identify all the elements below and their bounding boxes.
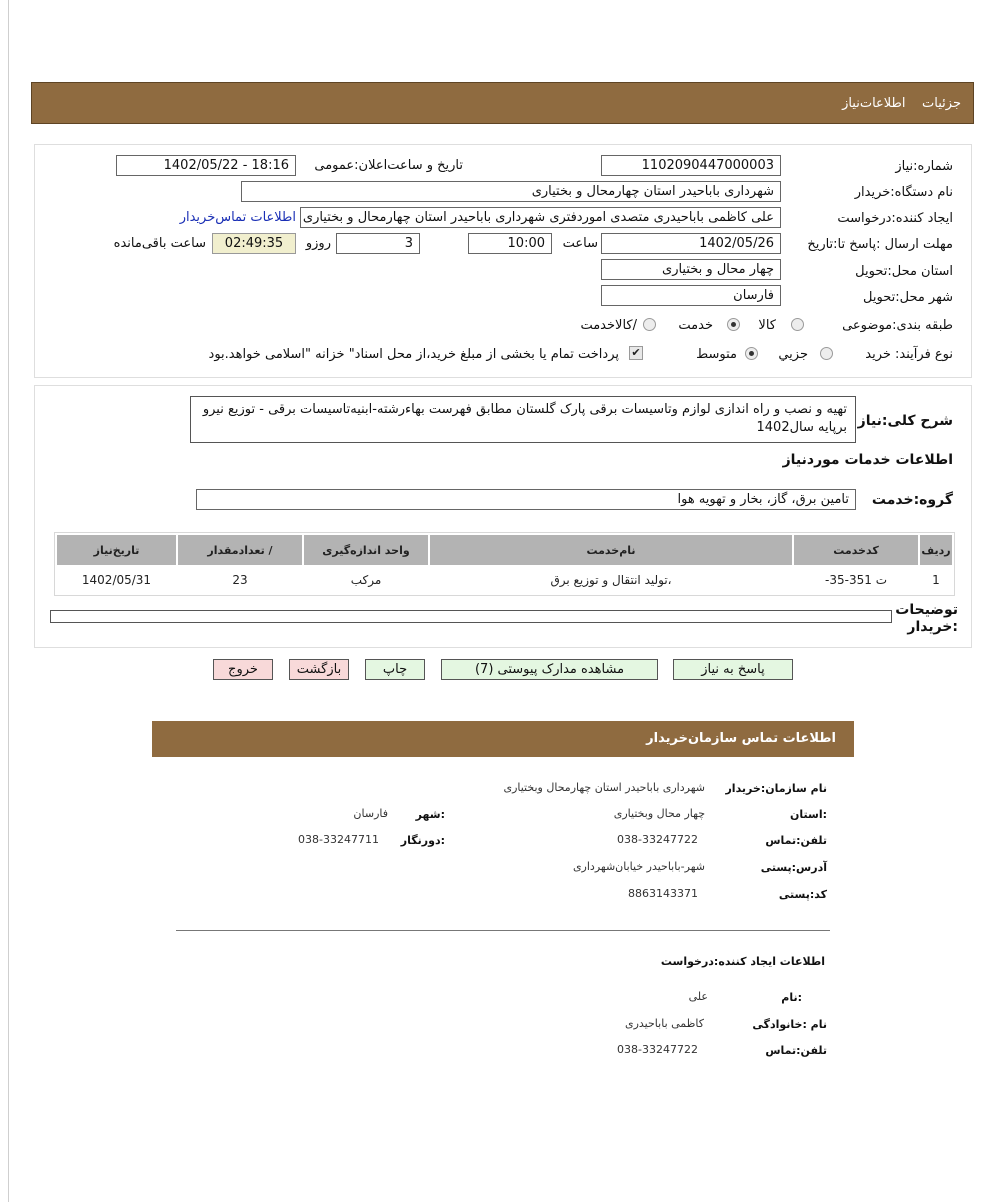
address-value: شهر-باباحیدر خیابان‌شهرداری — [572, 860, 705, 873]
deadline-label: مهلت ارسال :پاسخ تا:تاریخ — [807, 237, 953, 252]
tab-need-info[interactable]: اطلاعات‌نیاز — [842, 96, 906, 111]
org-label: نام سازمان:خریدار — [725, 782, 827, 795]
col-date: تاریخ‌نیاز — [57, 535, 176, 565]
process-radio-medium[interactable] — [745, 347, 758, 360]
city-label: شهر محل:تحویل — [863, 290, 953, 305]
creator-phone-label: تلفن:تماس — [765, 1044, 827, 1057]
table-row — [57, 567, 952, 593]
section-divider — [176, 930, 830, 931]
category-goods-service-label: /کالاخدمت — [580, 318, 637, 333]
creator-phone-value: 038-33247722 — [617, 1043, 698, 1056]
col-name: نام‌خدمت — [430, 535, 792, 565]
creator-name-value: علی — [688, 990, 708, 1003]
creator-field: علی کاظمی باباحیدری متصدی اموردفتری شهرداری باباحیدر استان چهارمحال و بختیاری — [300, 207, 781, 228]
cell-date: 1402/05/31 — [81, 573, 152, 587]
cell-code: ت 351-35- — [825, 573, 887, 587]
process-label: نوع فرآیند: خرید — [865, 347, 953, 362]
contact-fax-label: :دورنگار — [400, 834, 445, 847]
exit-button[interactable]: خروج — [213, 659, 273, 680]
creator-family-value: کاظمی باباحیدری — [624, 1017, 704, 1030]
page-left-border — [8, 0, 9, 1202]
buyer-org-label: نام دستگاه:خریدار — [854, 185, 953, 200]
announce-date-field: 1402/05/22 - 18:16 — [116, 155, 296, 176]
service-group-label: گروه:خدمت — [871, 492, 953, 508]
category-goods-label: کالا — [758, 318, 776, 333]
tab-details[interactable]: جزئیات — [922, 96, 961, 111]
contact-province-label: :استان — [790, 808, 827, 821]
col-row: ردیف — [920, 535, 952, 565]
category-service-label: خدمت — [678, 318, 713, 333]
contact-city-label: :شهر — [415, 808, 445, 821]
view-attachments-button[interactable]: مشاهده مدارک پیوستی (7) — [441, 659, 658, 680]
treasury-payment-note: پرداخت تمام یا بخشی از مبلغ خرید،از محل اسناد" خزانه "اسلامی خواهد.بود — [208, 347, 619, 362]
need-info-panel — [34, 144, 972, 378]
category-radio-service[interactable] — [727, 318, 740, 331]
deadline-time-label: ساعت — [562, 236, 598, 251]
creator-name-label: :نام — [781, 991, 802, 1004]
process-medium-label: متوسط — [696, 347, 737, 362]
top-banner — [31, 82, 974, 124]
deadline-time-field: 10:00 — [468, 233, 552, 254]
category-radio-goods[interactable] — [791, 318, 804, 331]
city-field: فارسان — [601, 285, 781, 306]
contact-province-value: چهار محال وبختیاری — [613, 807, 705, 820]
province-field: چهار محال و بختیاری — [601, 259, 781, 280]
cell-unit: مرکب — [350, 573, 382, 587]
category-radio-goods-service[interactable] — [643, 318, 656, 331]
cell-name: ،تولید انتقال و توزیع برق — [550, 573, 672, 587]
days-label: روزو — [305, 236, 331, 251]
creator-family-label: نام :خانوادگی — [752, 1018, 827, 1031]
cell-qty: 23 — [232, 573, 248, 587]
col-unit: واحد اندازه‌گیری — [304, 535, 428, 565]
deadline-date-field: 1402/05/26 — [601, 233, 781, 254]
province-label: استان محل:تحویل — [855, 264, 953, 279]
description-text: تهیه و نصب و راه اندازی لوازم وتاسیسات برقی پارک گلستان مطابق فهرست بهاءرشته-ابنیه‌تاسیسات برقی - توزیع نیرو برپایه سال1402 — [202, 402, 847, 435]
treasury-payment-checkbox[interactable]: ✔ — [629, 346, 643, 360]
announce-label: تاریخ و ساعت‌اعلان:عمومی — [314, 158, 463, 173]
description-box — [190, 396, 856, 443]
table-header-row — [57, 535, 952, 565]
category-label: طبقه بندی:موضوعی — [842, 318, 953, 333]
cell-row: 1 — [932, 573, 940, 587]
services-title: اطلاعات خدمات موردنیاز — [782, 452, 953, 468]
buyer-org-field: شهرداری باباحیدر استان چهارمحال و بختیاری — [241, 181, 781, 202]
process-small-label: جزیي — [778, 347, 808, 362]
reply-button[interactable]: پاسخ به نیاز — [673, 659, 793, 680]
print-button[interactable]: چاپ — [365, 659, 425, 680]
col-qty: / تعدادمقدار — [178, 535, 302, 565]
postal-label: کد:پستی — [778, 888, 827, 901]
buyer-notes-box — [50, 610, 892, 623]
days-field: 3 — [336, 233, 420, 254]
col-code: کدخدمت — [794, 535, 918, 565]
contact-city-value: فارسان — [353, 807, 388, 820]
address-label: آدرس:پستی — [760, 861, 827, 874]
description-label: شرح کلی:نیاز — [857, 413, 953, 429]
contact-fax-value: 038-33247711 — [298, 833, 379, 846]
buyer-contact-header — [152, 721, 854, 757]
creator-section-title: اطلاعات ایجاد کننده:درخواست — [660, 955, 825, 968]
remaining-timer: 02:49:35 — [212, 233, 296, 254]
banner-tabs — [842, 96, 961, 111]
need-number-label: شماره:نیاز — [895, 159, 953, 174]
remaining-label: ساعت باقی‌مانده — [113, 236, 206, 251]
service-group-field: تامین برق، گاز، بخار و تهویه هوا — [196, 489, 856, 510]
creator-label: ایجاد کننده:درخواست — [837, 211, 953, 226]
need-number-field: 1102090447000003 — [601, 155, 781, 176]
process-radio-small[interactable] — [820, 347, 833, 360]
buyer-contact-title: اطلاعات تماس سازمان‌خریدار — [646, 731, 836, 746]
buyer-notes-label: توضیحات :خریدار — [895, 602, 958, 635]
back-button[interactable]: بازگشت — [289, 659, 349, 680]
contact-phone-value: 038-33247722 — [617, 833, 698, 846]
postal-value: 8863143371 — [628, 887, 698, 900]
org-value: شهرداری باباحیدر استان چهارمحال وبختیاری — [503, 781, 705, 794]
contact-phone-label: تلفن:تماس — [765, 834, 827, 847]
buyer-contact-link[interactable]: اطلاعات تماس‌خریدار — [179, 210, 296, 225]
services-table — [54, 532, 955, 596]
